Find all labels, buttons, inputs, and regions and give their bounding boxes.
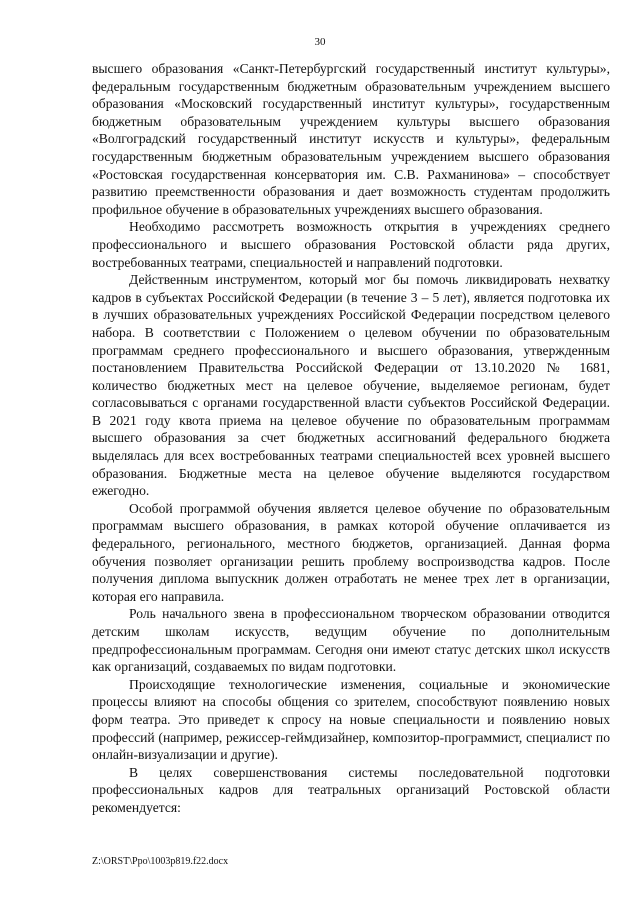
paragraph: В целях совершенствования системы последовательной подготовки профессиональных кадров для театральных организаций Ростовской области рекомендуется:	[92, 764, 610, 815]
paragraph: высшего образования «Санкт-Петербургский государственный институт культуры», федеральным государственным бюджетным образовательным учреждением высшего образования «Московский государственный институт культуры», государственным бюджетным образовательным учреждением культуры высшего образования «Волгоградский государственный институт искусств и культуры», федеральным государственным бюджетным образовательным учреждением высшего образования «Ростовская государственная консерватория им. С.В. Рахманинова» – способствует развитию преемственности образования и дает возможность студентам продолжить профильное обучение в образовательных учреждениях высшего образования.	[92, 61, 610, 217]
paragraph: Роль начального звена в профессиональном творческом образовании отводится детским школам искусств, ведущим обучение по дополнительным предпрофессиональным программам. Сегодня они имеют статус детских школ искусств как организаций, создаваемых по видам подготовки.	[92, 606, 610, 675]
paragraph: Необходимо рассмотреть возможность открытия в учреждениях среднего профессионального и высшего образования Ростовской области ряда других, востребованных театрами, специальностей и направлений подготовки.	[92, 219, 610, 270]
paragraph: Особой программой обучения является целевое обучение по образовательным программам высшего образования, в рамках которой обучение оплачивается из федерального, регионального, местного бюджетов, организацией. Данная форма обучения позволяет организации решить проблему воспроизводства кадров. После получения диплома выпускник должен отработать не менее трех лет в организации, которая его направила.	[92, 500, 610, 604]
page-number: 30	[314, 36, 326, 48]
paragraph: Происходящие технологические изменения, социальные и экономические процессы влияют на способы общения со зрителем, способствуют появлению новых форм театра. Это приведет к спросу на новые специальности и появлению новых профессий (например, режиссер-геймдизайнер, композитор-программист, специалист по онлайн-визуализации и другие).	[92, 676, 610, 763]
footer-file-path: Z:\ORST\Ppo\1003p819.f22.docx	[92, 856, 229, 867]
body-text	[92, 60, 610, 817]
paragraph: Действенным инструментом, который мог бы помочь ликвидировать нехватку кадров в субъектах Российской Федерации (в течение 3 – 5 лет), является подготовка их в лучших образовательных учреждениях Российской Федерации посредством целевого набора. В соответствии с Положением о целевом обучении по образовательным программам среднего профессионального и высшего образования, утвержденным постановлением Правительства Российской Федерации от 13.10.2020 № 1681, количество бюджетных мест на целевое обучение, выделяемое регионам, будет согласовываться с органами государственной власти субъектов Российской Федерации. В 2021 году квота приема на целевое обучение по образовательным программам высшего образования за счет бюджетных ассигнований федерального бюджета выделялась для всех востребованных театрами специальностей всех уровней высшего образования. Бюджетные места на целевое обучение выделяются государством ежегодно.	[92, 272, 610, 499]
